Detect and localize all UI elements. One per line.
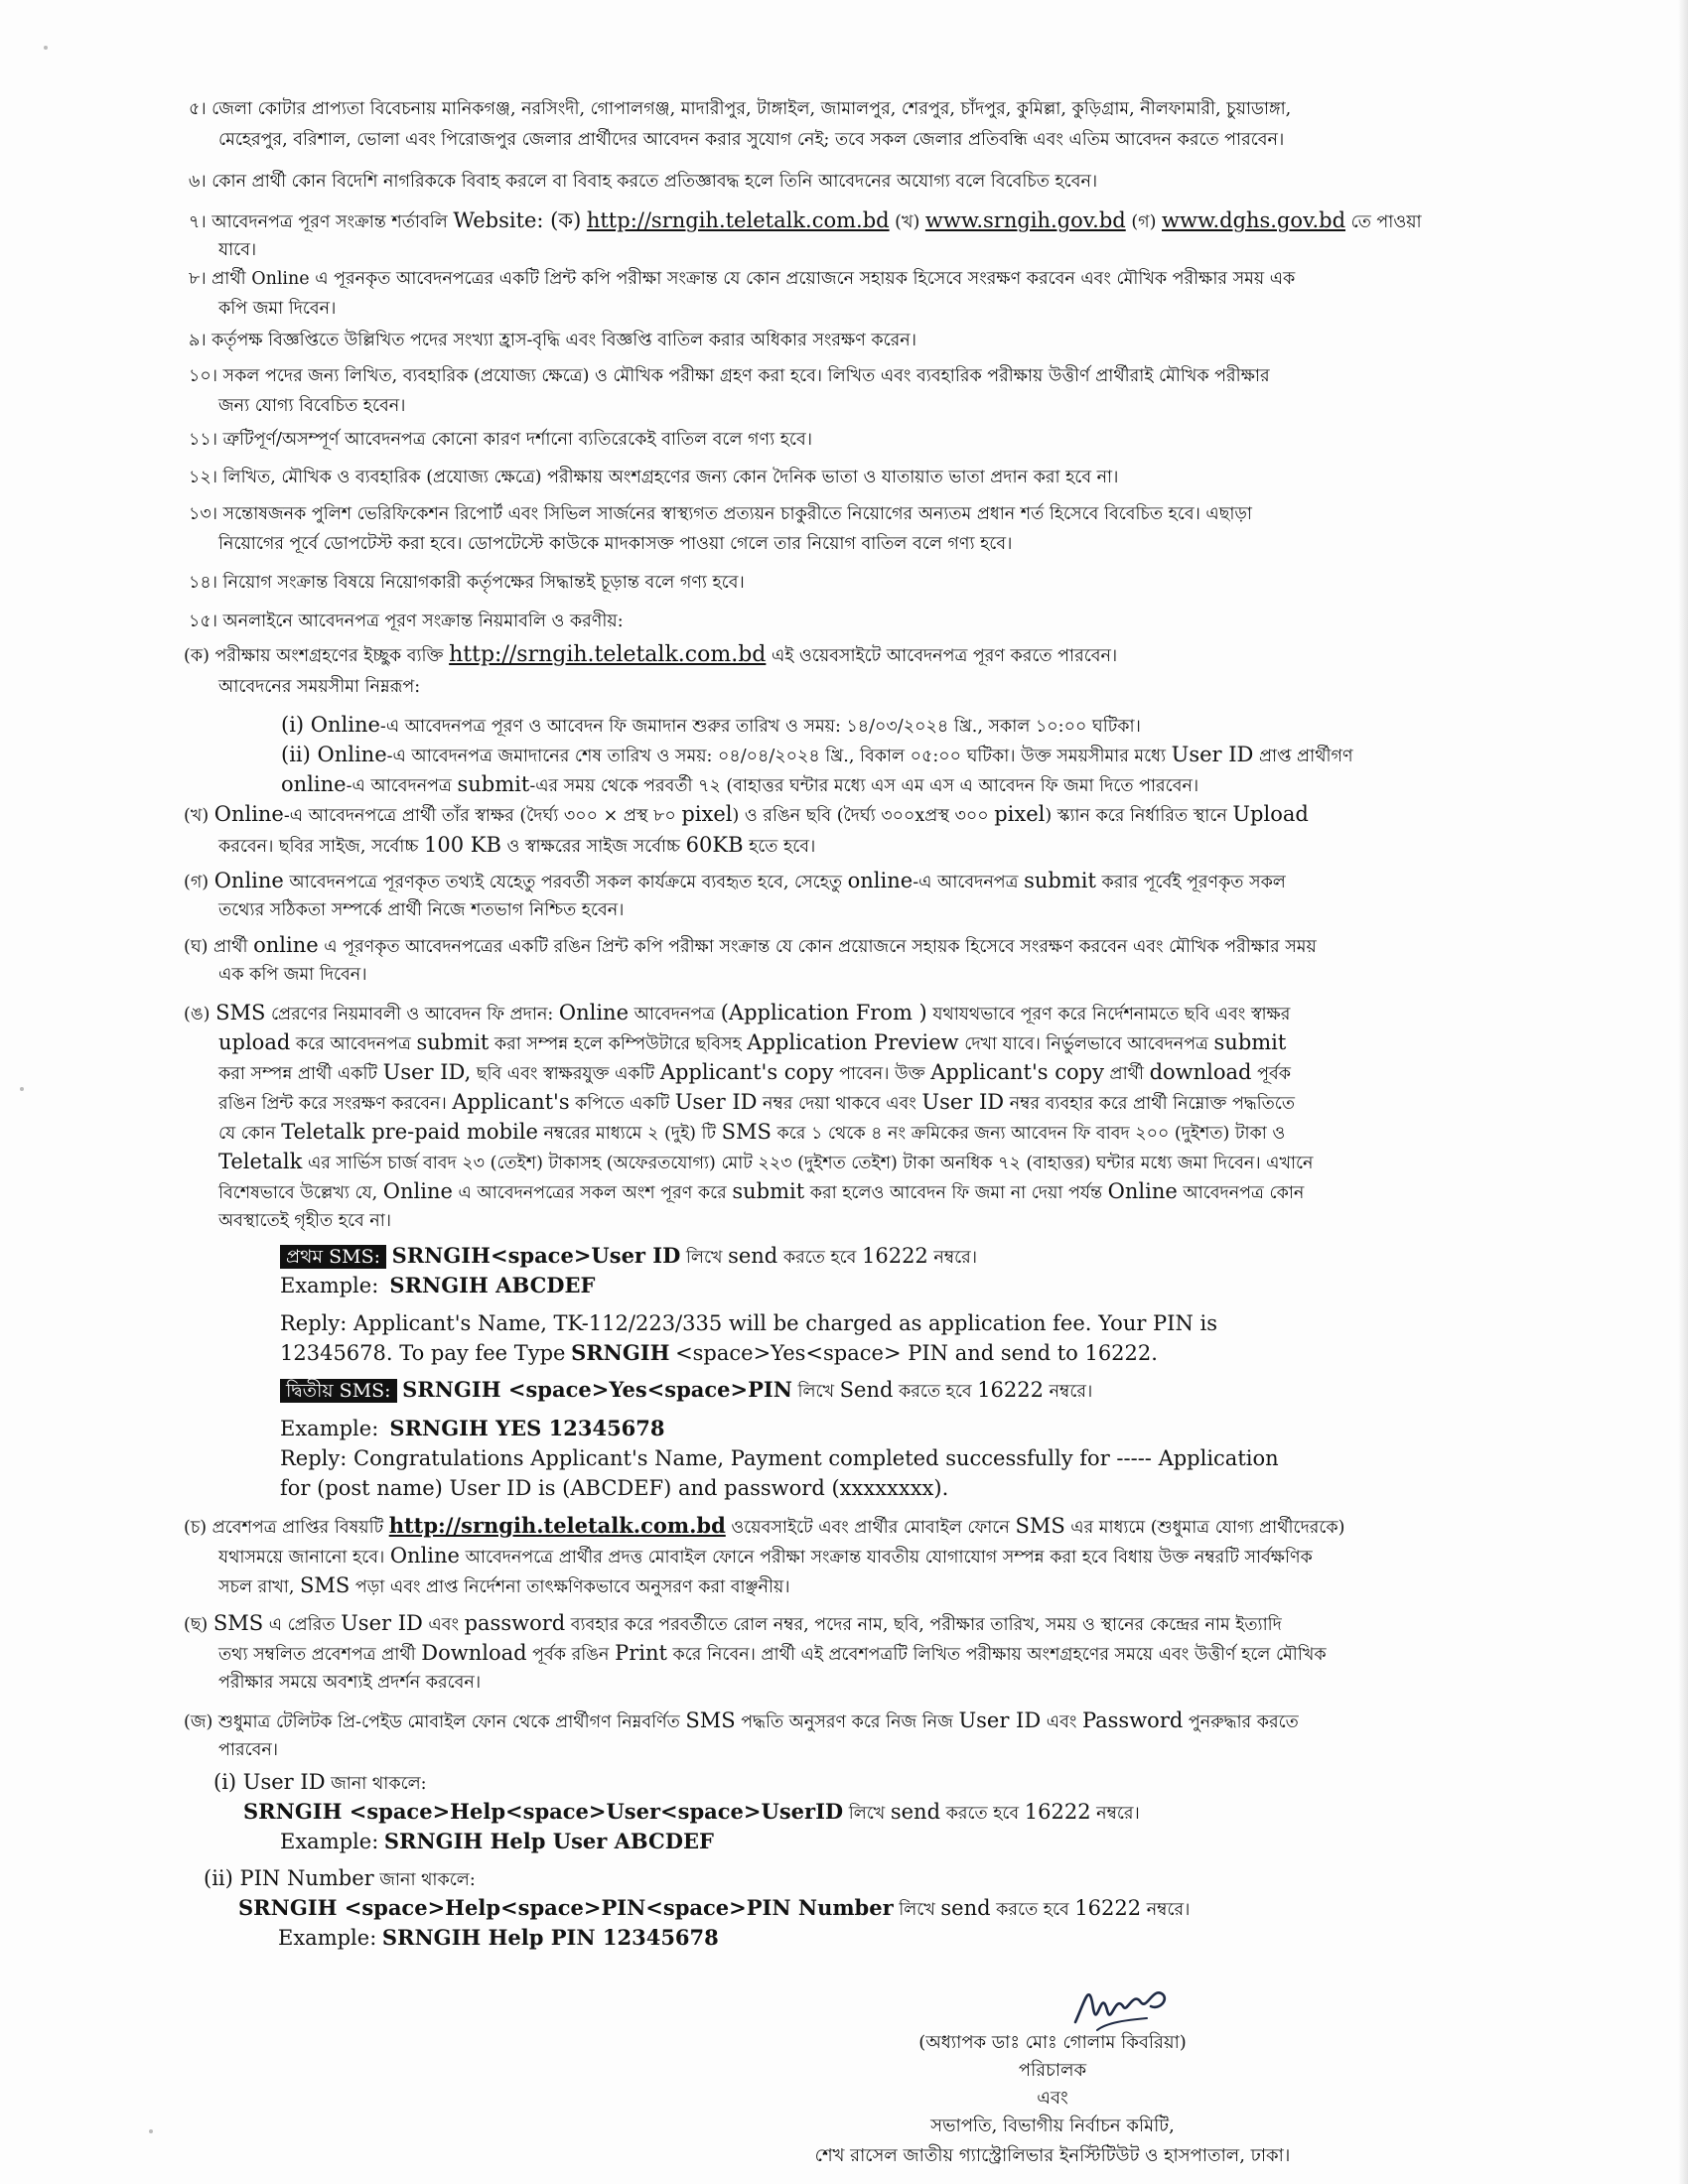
item-8-line-2: কপি জমা দিবেন। [218,299,337,319]
uma-l4-userid-2: User ID [921,1090,1005,1114]
cha-l2-online: Online [389,1544,460,1568]
ja-ii-command: SRNGIH <space>Help<space>PIN<space>PIN Number [238,1895,894,1920]
sms1-command: SRNGIH<space>User ID [391,1243,681,1268]
item-7-link-dghs[interactable]: www.dghs.gov.bd [1162,208,1346,232]
uma-l4-a: রঙিন প্রিন্ট করে সংরক্ষণ করবেন। [218,1094,447,1114]
ja-ii-send: send [940,1896,991,1920]
uma-l1-b: আবেদনপত্র [633,1005,716,1024]
kha-100kb: 100 KB [424,833,501,857]
cha-l3-b: পড়া এবং প্রাপ্ত নির্দেশনা তাৎক্ষণিকভাবে অনুসরণ করা বাঞ্ছনীয়। [354,1577,790,1597]
cha-link[interactable]: http://srngih.teletalk.com.bd [388,1513,726,1538]
ja-ii-command-line [238,1893,1190,1925]
uma-line-2 [218,1027,1286,1059]
chha-text-b: এবং [428,1615,460,1635]
gha-online: online [253,933,319,957]
chha-l2-c: করে নিবেন। প্রার্থী এই প্রবেশপত্রটি লিখিত পরীক্ষায় অংশগ্রহণের সময়ে এবং উত্তীর্ণ হলে মৌখিক [672,1645,1327,1665]
ga-submit: submit [1024,869,1096,892]
gha-line-1 [184,930,1317,962]
ka-line-1 [184,640,1117,671]
signature-scribble [1067,1961,1177,2040]
sms2-reply-2: for (post name) User ID is (ABCDEF) and password (xxxxxxxx). [280,1476,949,1500]
sms1-tail: নম্বরে। [933,1248,978,1268]
uma-line-8: অবস্থাতেই গৃহীত হবে না। [218,1211,392,1231]
ja-ii-example-label: Example: [278,1926,377,1950]
kha-pre: (খ) [184,806,210,826]
chha-pre: (ছ) [184,1615,209,1635]
ja-text-c: পুনরুদ্ধার করতে [1188,1712,1299,1732]
uma-l4-c: নম্বর দেয়া থাকবে এবং [763,1094,916,1114]
uma-l7-c: করা হলেও আবেদন ফি জমা না দেয়া পর্যন্ত [809,1183,1103,1203]
item-14: ১৪। নিয়োগ সংক্রান্ত বিষয়ে নিয়োগকারী কর্তৃপক্ষের সিদ্ধান্তই চূড়ান্ত বলে গণ্য হবে। [189,573,745,593]
chha-password: password [464,1611,566,1635]
kha-text-a: -এ আবেদনপত্রে প্রার্থী তাঁর স্বাক্ষর (দৈর্ঘ্য ৩০০ × প্রস্থ ৮০ [283,806,676,826]
chha-line-2 [218,1638,1327,1670]
item-11: ১১। ত্রুটিপূর্ণ/অসম্পূর্ণ আবেদনপত্র কোনো কারণ দর্শানো ব্যতিরেকেই বাতিল বলে গণ্য হবে। [189,430,812,450]
uma-l5-b: নম্বরের মাধ্যমে ২ (দুই) টি [543,1124,717,1144]
ja-i-example [280,1827,714,1858]
ja-line-2: পারবেন। [218,1740,279,1760]
ka-i-text: -এ আবেদনপত্র পূরণ ও আবেদন ফি জমাদান শুরুর তারিখ ও সময়: ১৪/০৩/২০২৪ খ্রি., সকাল ১০:০০ ঘটিকা। [379,717,1141,737]
ka-ii-text-3: -এর সময় থেকে পরবর্তী ৭২ (বাহাত্তর ঘন্টার মধ্যে এস এম এস এ আবেদন ফি জমা দিতে পারবেন। [529,776,1199,796]
sms2-tail: নম্বরে। [1049,1382,1093,1402]
chha-download: Download [421,1641,527,1665]
item-13-line-1: ১৩। সন্তোষজনক পুলিশ ভেরিফিকেশন রিপোর্ট এবং সিভিল সার্জনের স্বাস্থ্যগত প্রত্যয়ন চাকুরীতে নিয়োগের অন্যতম প্রধান শর্ত হিসেবে বিবেচিত হবে। এছাড়া [189,504,1252,524]
sms2-example-value: SRNGIH YES 12345678 [389,1416,665,1440]
item-15: ১৫। অনলাইনে আবেদনপত্র পূরণ সংক্রান্ত নিয়মাবলি ও করণীয়: [189,612,624,631]
sms1-tag [280,1245,386,1269]
sms2-mid-2: করতে হবে [899,1382,972,1402]
uma-l2-submit: submit [416,1030,490,1054]
scan-speck [20,1087,24,1091]
ja-ii-example [278,1923,719,1955]
ja-i-mid-2: করতে হবে [945,1804,1020,1824]
uma-l4-userid: User ID [674,1090,758,1114]
uma-l3-userid: User ID, [382,1060,472,1084]
uma-l5-c: করে ১ থেকে ৪ নং ক্রমিকের জন্য আবেদন ফি বাবদ ২০০ (দুইশত) টাকা ও [776,1124,1286,1144]
ka-ii-submit: submit [457,772,530,796]
sms2-number: 16222 [977,1378,1044,1402]
ja-i-label [213,1767,427,1799]
uma-l2-c: দেখা যাবে। নির্ভুলভাবে আবেদনপত্র [964,1034,1208,1054]
sms2-mid: লিখে [797,1382,835,1402]
ka-post: এই ওয়েবসাইটে আবেদনপত্র পূরণ করতে পারবেন। [771,646,1118,666]
uma-l7-d: আবেদনপত্র কোন [1183,1183,1305,1203]
uma-l7-online-2: Online [1107,1179,1178,1203]
uma-l7-b: এ আবেদনপত্রের সকল অংশ পূরণ করে [458,1183,727,1203]
gha-pre: (ঘ) প্রার্থী [184,937,248,957]
uma-l2-a: করে আবেদনপত্র [295,1034,411,1054]
sms1-reply-2-b: SRNGIH [571,1340,670,1365]
uma-pre: (ঙ) [184,1005,211,1024]
sms1-send: send [728,1244,778,1268]
ja-ii-example-value: SRNGIH Help PIN 12345678 [381,1925,719,1950]
sms2-command-line [280,1375,1092,1407]
uma-l1-appform: (Application From ) [720,1001,927,1024]
signatory-name: (অধ্যাপক ডাঃ মোঃ গোলাম কিবরিয়া) [918,2032,1187,2053]
item-10-line-1: ১০। সকল পদের জন্য লিখিত, ব্যবহারিক (প্রযোজ্য ক্ষেত্রে) ও মৌখিক পরীক্ষা গ্রহণ করা হবে। লিখিত এবং ব্যবহারিক পরীক্ষায় উত্তীর্ণ প্রার্থীরাই মৌখিক পরীক্ষার [189,366,1270,386]
item-7-tail: তে পাওয়া [1350,212,1422,232]
signatory-title-4: শেখ রাসেল জাতীয় গ্যাস্ট্রোলিভার ইনস্টিটিউট ও হাসপাতাল, ঢাকা। [814,2145,1291,2166]
sms2-command: SRNGIH <space>Yes<space>PIN [402,1377,792,1402]
cha-l2-b: আবেদনপত্রে প্রার্থীর প্রদত্ত মোবাইল ফোনে পরীক্ষা সংক্রান্ত যাবতীয় যোগাযোগ সম্পন্ন করা হবে বিধায় উক্ত নম্বরটি সার্বক্ষণিক [465,1548,1313,1568]
cha-l2-a: যথাসময়ে জানানো হবে। [218,1548,385,1568]
uma-l3-download: download [1149,1060,1252,1084]
uma-l7-submit: submit [732,1179,805,1203]
ja-text-b: এবং [1046,1712,1077,1732]
uma-sms: SMS [215,1001,266,1024]
ja-userid: User ID [958,1708,1042,1732]
sms1-reply-2-c: <space>Yes<space> PIN and send to 16222. [675,1341,1158,1365]
item-7-text: ৭। আবেদনপত্র পূরণ সংক্রান্ত শর্তাবলি [189,212,448,232]
sms2-send: Send [839,1378,894,1402]
sms2-tag-en: SMS: [339,1380,391,1402]
ka-item-ii-line-2 [281,769,1198,801]
item-8-line-1: ৮। প্রার্থী Online এ পূরনকৃত আবেদনপত্রের একটি প্রিন্ট কপি পরীক্ষা সংক্রান্ত যে কোন প্রয়োজনে সহায়ক হিসেবে সংরক্ষণ করবেন এবং মৌখিক পরীক্ষার সময় এক [189,269,1296,289]
ka-item-i [281,710,1141,742]
ja-i-command: SRNGIH <space>Help<space>User<space>UserID [243,1799,844,1824]
uma-line-7 [218,1176,1304,1208]
sms2-tag-bn: দ্বিতীয় [286,1380,334,1402]
ka-ii-userid: User ID [1171,743,1254,766]
ja-i-example-value: SRNGIH Help User ABCDEF [383,1829,714,1853]
uma-l5-a: যে কোন [218,1124,276,1144]
uma-l3-copy-2: Applicant's copy [930,1060,1104,1084]
uma-line-3 [218,1057,1291,1089]
sms1-reply-2 [280,1338,1158,1370]
ka-pre: (ক) পরীক্ষায় অংশগ্রহণের ইচ্ছুক ব্যক্তি [184,646,444,666]
sms1-mid-2: করতে হবে [782,1248,857,1268]
ja-i-tail: নম্বরে। [1096,1804,1140,1824]
uma-l6-a: এর সার্ভিস চার্জ বাবদ ২৩ (তেইশ) টাকাসহ (অফেরতযোগ্য) মোট ২২৩ (দুইশত তেইশ) টাকা অনধিক ৭২ (বাহাত্তর) ঘন্টার মধ্যে জমা দিবেন। এখানে [307,1154,1314,1173]
ka-ii-tail: প্রাপ্ত প্রার্থীগণ [1258,747,1353,766]
item-7-website-label: Website: (ক) [453,208,582,232]
ja-i-mid: লিখে [848,1804,886,1824]
ja-ii-mid-2: করতে হবে [996,1900,1069,1920]
kha-pixel-2: pixel [994,802,1046,826]
signatory-title-1: পরিচালক [1018,2060,1087,2081]
ja-i-example-label: Example: [280,1830,379,1853]
ja-ii-mid: লিখে [899,1900,935,1920]
ga-pre: (গ) [184,873,210,892]
ja-password: Password [1081,1708,1184,1732]
item-7-line-2: যাবে। [218,240,257,260]
uma-l7-a: বিশেষভাবে উল্লেখ্য যে, [218,1183,378,1203]
ja-i-number: 16222 [1024,1800,1091,1824]
chha-l2-a: তথ্য সম্বলিত প্রবেশপত্র প্রার্থী [218,1645,416,1665]
ja-ii-label [204,1863,476,1895]
gha-line-2: এক কপি জমা দিবেন। [218,965,367,985]
cha-l3-sms: SMS [300,1573,351,1597]
ja-ii-tail: নম্বরে। [1146,1900,1191,1920]
uma-l2-preview: Application Preview [747,1030,959,1054]
ka-line-2: আবেদনের সময়সীমা নিম্নরূপ: [218,677,421,697]
gha-text-a: এ পূরণকৃত আবেদনপত্রের একটি রঙিন প্রিন্ট কপি পরীক্ষা সংক্রান্ত যে কোন প্রয়োজনে সহায়ক হিসেবে সংরক্ষণ করবেন এবং মৌখিক পরীক্ষার সময় [324,937,1317,957]
chha-l2-b: পূর্বক রঙিন [532,1645,610,1665]
sms1-example [280,1271,595,1302]
sms1-tag-bn: প্রথম [286,1246,324,1268]
sms2-example-label: Example: [280,1417,379,1440]
sms1-tag-en: SMS: [329,1246,380,1268]
uma-l1-c: যথাযথভাবে পূরণ করে নির্দেশনামতে ছবি এবং স্বাক্ষর [932,1005,1291,1024]
kha-line-2 [218,830,815,862]
kha-text-c: ) স্ক্যান করে নির্ধারিত স্থানে [1045,806,1227,826]
chha-print: Print [615,1641,667,1665]
ja-i-label-bn: জানা থাকলে: [331,1774,427,1794]
cha-sms: SMS [1015,1514,1065,1538]
item-5-line-2: মেহেরপুর, বরিশাল, ভোলা এবং পিরোজপুর জেলার প্রার্থীদের আবেদন করার সুযোগ নেই; তবে সকল জেলার প্রতিবন্ধি এবং এতিম আবেদন করতে পারবেন। [218,130,1285,150]
kha-line-2-b: ও স্বাক্ষরের সাইজ সর্বোচ্চ [506,837,681,857]
cha-text-b: এর মাধ্যমে (শুধুমাত্র যোগ্য প্রার্থীদেরকে) [1070,1518,1345,1538]
kha-60kb: 60KB [685,833,744,857]
uma-l2-b: করা সম্পন্ন হলে কম্পিউটারে ছবিসহ [493,1034,742,1054]
item-13-line-2: নিয়োগের পূর্বে ডোপটেস্ট করা হবে। ডোপটেস্টে কাউকে মাদকাসক্ত পাওয়া গেলে তার নিয়োগ বাতিল বলে গণ্য হবে। [218,534,1013,554]
uma-l3-a: করা সম্পন্ন প্রার্থী একটি [218,1064,378,1084]
ka-ii-label: (ii) Online [281,743,387,766]
chha-text-a: এ প্রেরিত [268,1615,336,1635]
ga-text-c: করার পূর্বেই পূরণকৃত সকল [1101,873,1286,892]
signatory-title-3: সভাপতি, বিভাগীয় নির্বাচন কমিটি, [930,2116,1175,2136]
uma-l5-sms: SMS [721,1120,772,1144]
chha-userid: User ID [341,1611,423,1635]
chha-line-1 [184,1608,1282,1640]
ja-sms: SMS [685,1708,736,1732]
sms1-example-label: Example: [280,1274,379,1297]
item-7-kha: (খ) [895,212,920,232]
sms1-reply-1: Reply: Applicant's Name, TK-112/223/335 will be charged as application fee. Your PIN is [280,1311,1218,1335]
uma-l4-d: নম্বর ব্যবহার করে প্রার্থী নিম্নোক্ত পদ্ধতিতে [1009,1094,1295,1114]
uma-l4-b: কপিতে একটি [575,1094,670,1114]
ja-pre: (জ) শুধুমাত্র টেলিটক প্রি-পেইড মোবাইল ফোন থেকে প্রার্থীগণ নিম্নবর্ণিত [184,1712,680,1732]
ka-ii-online: online [281,772,347,796]
item-12: ১২। লিখিত, মৌখিক ও ব্যবহারিক (প্রযোজ্য ক্ষেত্রে) পরীক্ষায় অংশগ্রহণের জন্য কোন দৈনিক ভাতা ও যাতায়াত ভাতা প্রদান করা হবে না। [189,468,1119,487]
ja-i-label-en: (i) User ID [213,1770,326,1794]
item-7-ga: (গ) [1131,212,1157,232]
uma-l3-e: পূর্বক [1257,1064,1291,1084]
ka-ii-text: -এ আবেদনপত্র জমাদানের শেষ তারিখ ও সময়: ০৪/০৪/২০২৪ খ্রি., বিকাল ০৫:০০ ঘটিকা। উক্ত সময়সীমার মধ্যে [386,747,1167,766]
item-5-line-1: ৫। জেলা কোটার প্রাপ্যতা বিবেচনায় মানিকগঞ্জ, নরসিংদী, গোপালগঞ্জ, মাদারীপুর, টাঙ্গাইল, জামালপুর, শেরপুর, চাঁদপুর, কুমিল্লা, কুড়িগ্রাম, নীলফামারী, চুয়াডাঙ্গা, [189,99,1292,119]
item-7-link-srngih[interactable]: www.srngih.gov.bd [924,208,1126,232]
chha-text-c: ব্যবহার করে পরবর্তীতে রোল নম্বর, পদের নাম, ছবি, পরীক্ষার তারিখ, সময় ও স্থানের কেন্দ্রের নাম ইত্যাদি [570,1615,1282,1635]
ka-ii-text-2: -এ আবেদনপত্র [346,776,452,796]
sms1-command-line [280,1241,977,1273]
uma-line-1 [184,998,1290,1029]
scan-edge-shadow [1678,0,1688,2184]
sms1-reply-2-a: 12345678. To pay fee Type [280,1341,566,1365]
sms1-mid: লিখে [685,1248,723,1268]
kha-line-2-c: হতে হবে। [749,837,816,857]
item-9: ৯। কর্তৃপক্ষ বিজ্ঞপ্তিতে উল্লিখিত পদের সংখ্যা হ্রাস-বৃদ্ধি এবং বিজ্ঞপ্তি বাতিল করার অধিকার সংরক্ষণ করেন। [189,331,916,350]
ka-i-label: (i) Online [281,713,380,737]
kha-line-1 [184,799,1309,831]
ja-line-1 [184,1706,1299,1737]
uma-l3-d: প্রার্থী [1109,1064,1144,1084]
cha-text-a: ওয়েবসাইটে এবং প্রার্থীর মোবাইল ফোনে [731,1518,1010,1538]
scan-speck [44,46,48,50]
uma-l3-b: ছবি এবং স্বাক্ষরযুক্ত একটি [476,1064,655,1084]
sms1-number: 16222 [861,1244,928,1268]
item-7-line-1 [189,205,1422,237]
cha-pre: (চ) প্রবেশপত্র প্রাপ্তির বিষয়টি [184,1518,384,1538]
uma-l2-submit-2: submit [1213,1030,1287,1054]
uma-line-4 [218,1087,1295,1119]
uma-l3-copy: Applicant's copy [659,1060,834,1084]
kha-upload: Upload [1232,802,1309,826]
sms2-example [280,1414,665,1445]
sms2-tag [280,1379,397,1403]
uma-l1-a: প্রেরণের নিয়মাবলী ও আবেদন ফি প্রদান: [270,1005,554,1024]
ga-line-2: তথ্যের সঠিকতা সম্পর্কে প্রার্থী নিজে শতভাগ নিশ্চিত হবেন। [218,900,625,920]
item-6: ৬। কোন প্রার্থী কোন বিদেশি নাগরিককে বিবাহ করলে বা বিবাহ করতে প্রতিজ্ঞাবদ্ধ হলে তিনি আবেদনের অযোগ্য বলে বিবেচিত হবেন। [189,172,1098,192]
chha-line-3: পরীক্ষার সময়ে অবশ্যই প্রদর্শন করবেন। [218,1673,482,1693]
ga-text-a: আবেদনপত্রে পূরণকৃত তথ্যই যেহেতু পরবর্তী সকল কার্যক্রমে ব্যবহৃত হবে, সেহেতু [289,873,843,892]
uma-line-5 [218,1117,1285,1149]
sms1-example-value: SRNGIH ABCDEF [389,1273,596,1297]
scan-speck [149,2129,153,2133]
kha-pixel-1: pixel [681,802,733,826]
uma-l2-upload: upload [218,1030,291,1054]
cha-line-1 [184,1511,1345,1543]
uma-l7-online: Online [382,1179,453,1203]
uma-l4-applicants: Applicant's [452,1090,570,1114]
ja-i-command-line [243,1797,1140,1829]
cha-l3-a: সচল রাখা, [218,1577,295,1597]
ja-ii-label-en: (ii) PIN Number [204,1866,374,1890]
cha-line-3 [218,1570,790,1602]
uma-l5-teletalk: Teletalk pre-paid mobile [281,1120,538,1144]
sms2-reply-1: Reply: Congratulations Applicant's Name, Payment completed successfully for ----- Application [280,1446,1279,1470]
ja-ii-label-bn: জানা থাকলে: [379,1870,476,1890]
ga-online-1: Online [213,869,284,892]
uma-line-6 [218,1147,1314,1178]
ka-item-ii [281,740,1353,771]
uma-l6-teletalk: Teletalk [218,1150,303,1173]
ja-i-send: send [890,1800,941,1824]
ga-text-b: -এ আবেদনপত্র [913,873,1019,892]
ja-ii-number: 16222 [1074,1896,1142,1920]
kha-text-b: ) ও রঙিন ছবি (দৈর্ঘ্য ৩০০xপ্রস্থ ৩০০ [732,806,989,826]
item-7-link-teletalk[interactable]: http://srngih.teletalk.com.bd [586,208,890,232]
ga-online-2: online [847,869,914,892]
uma-l1-online: Online [558,1001,630,1024]
signatory-title-2: এবং [1037,2088,1068,2109]
chha-sms: SMS [212,1611,264,1635]
item-10-line-2: জন্য যোগ্য বিবেচিত হবেন। [218,396,406,416]
ga-line-1 [184,866,1286,897]
ja-text-a: পদ্ধতি অনুসরণ করে নিজ নিজ [741,1712,953,1732]
kha-online: Online [213,802,284,826]
kha-line-2-a: করবেন। ছবির সাইজ, সর্বোচ্চ [218,837,419,857]
ka-link[interactable]: http://srngih.teletalk.com.bd [449,642,767,667]
cha-line-2 [218,1541,1313,1572]
uma-l3-c: পাবেন। উক্ত [839,1064,925,1084]
